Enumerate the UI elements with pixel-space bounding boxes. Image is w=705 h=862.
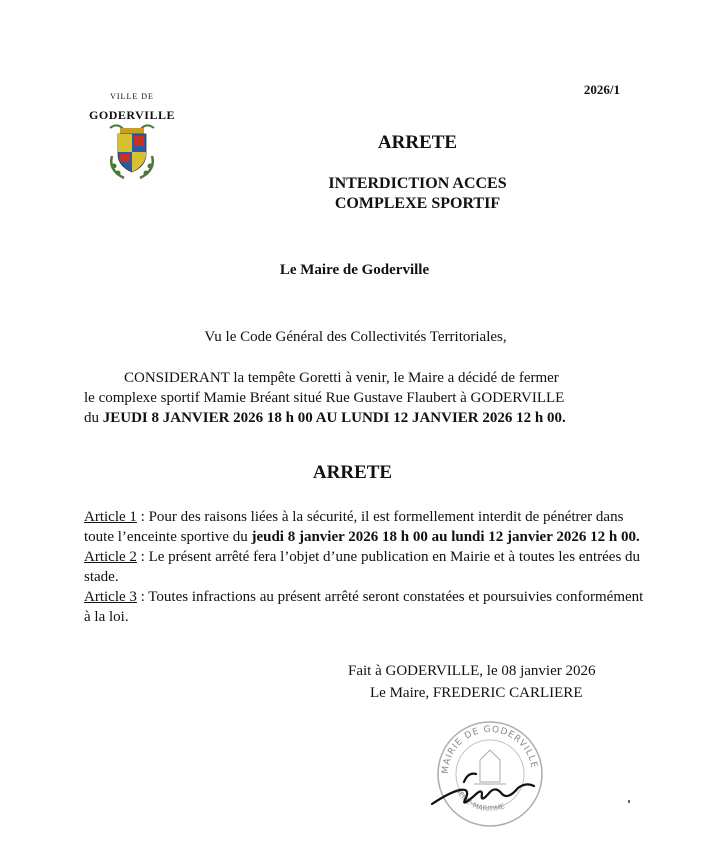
document-reference: 2026/1 — [583, 82, 620, 97]
title-arrete: ARRETE — [377, 132, 458, 153]
article-1-dates: jeudi 8 janvier 2026 18 h 00 au lundi 12 janvier 2026 12 h 00. — [251, 529, 640, 545]
article-3-label: Article 3 — [84, 589, 137, 605]
logo-ville-label: VILLE DE — [110, 92, 154, 101]
signatory: Le Maire, FREDERIC CARLIERE — [370, 685, 583, 701]
seal-bottom-text: SEINE-MARITIME — [454, 787, 507, 814]
considerant-dates: JEUDI 8 JANVIER 2026 18 h 00 AU LUNDI 12 JANVIER 2026 12 h 00. — [102, 410, 566, 426]
subtitle-line-2: COMPLEXE SPORTIF — [334, 195, 501, 212]
article-2 — [84, 547, 644, 587]
place-date: Fait à GODERVILLE, le 08 janvier 2026 — [348, 663, 596, 679]
considerant-paragraph — [84, 368, 639, 428]
vu-clause: Vu le Code Général des Collectivités Territoriales, — [204, 329, 507, 345]
considerant-line-1: CONSIDERANT la tempête Goretti à venir, le Maire a décidé de fermer — [124, 370, 559, 386]
considerant-line-3 — [84, 408, 639, 428]
considerant-line-3-prefix: du — [84, 410, 99, 426]
article-1 — [84, 507, 644, 547]
article-2-label: Article 2 — [84, 549, 137, 565]
articles-block — [84, 507, 644, 627]
article-2-text: : Le présent arrêté fera l’objet d’une publication en Mairie et à toutes les entrées du stade. — [84, 549, 641, 585]
article-3 — [84, 587, 644, 627]
subtitle-line-1: INTERDICTION ACCES — [328, 175, 507, 192]
official-seal-icon — [430, 712, 550, 832]
scan-speck — [628, 800, 630, 803]
article-1-text: : Pour des raisons liées à la sécurité, il est formellement interdit de pénétrer dans toute l’enceinte sportive du — [84, 509, 624, 545]
handwritten-signature-icon — [432, 774, 534, 804]
seal-top-text: MAIRIE DE GODERVILLE — [440, 724, 539, 775]
signature-block — [348, 660, 648, 704]
considerant-line-2: le complexe sportif Mamie Bréant situé Rue Gustave Flaubert à GODERVILLE — [84, 390, 565, 406]
logo-town-name: GODERVILLE — [89, 108, 175, 122]
title-arrete-2: ARRETE — [312, 462, 393, 483]
article-3-text: : Toutes infractions au présent arrêté seront constatées et poursuivies conformément à la loi. — [84, 589, 644, 625]
authority-heading: Le Maire de Goderville — [279, 262, 430, 278]
article-1-label: Article 1 — [84, 509, 137, 525]
